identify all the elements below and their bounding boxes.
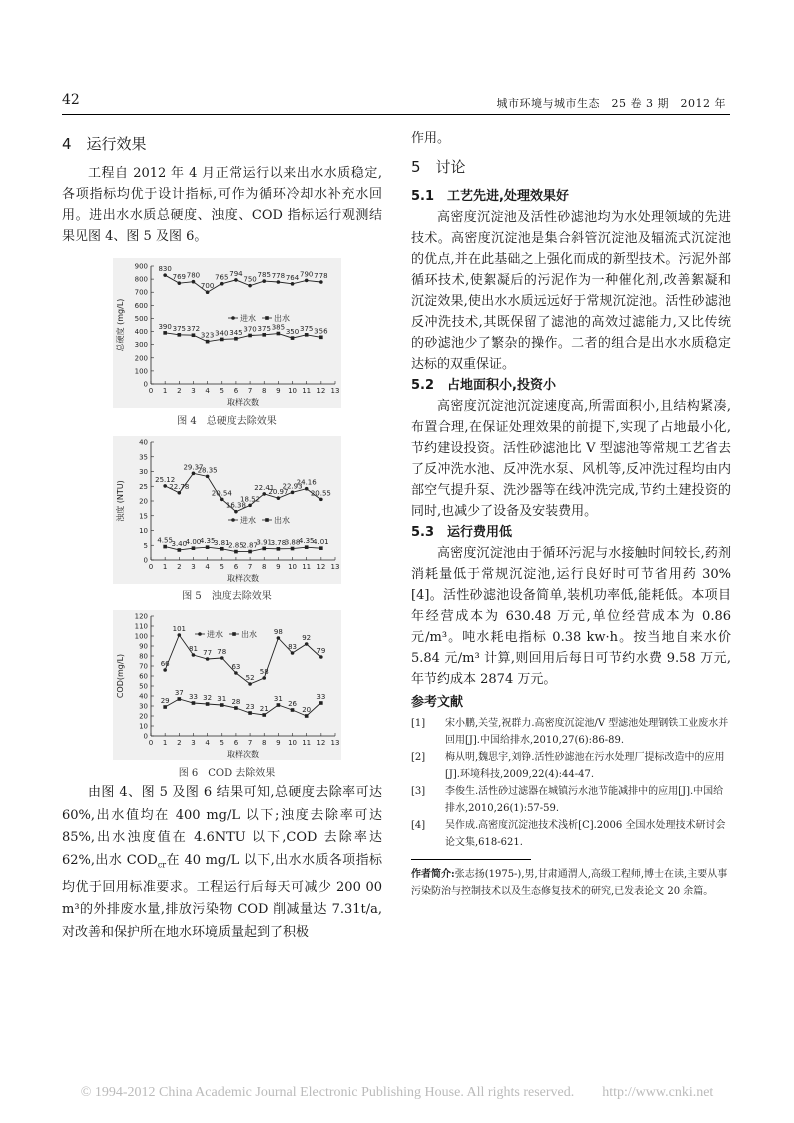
data-point — [305, 279, 309, 283]
section-5-2-title: 5.2 占地面积小,投资小 — [411, 378, 556, 393]
x-tick-label: 8 — [261, 739, 267, 747]
x-tick-label: 13 — [330, 387, 340, 395]
data-label: 4.01 — [313, 538, 329, 547]
header-rule — [62, 114, 730, 115]
data-point — [319, 655, 323, 659]
data-point — [220, 498, 224, 502]
x-tick-label: 4 — [205, 563, 210, 571]
y-tick-label: 20 — [139, 712, 148, 721]
legend-marker — [231, 316, 235, 320]
data-label: 58 — [259, 668, 269, 676]
data-point — [192, 653, 196, 657]
data-label: 3.78 — [270, 538, 287, 547]
data-label: 79 — [316, 647, 326, 655]
section-5-3-text: 高密度沉淀池由于循环污泥与水接触时间较长,药剂消耗量低于常规沉淀池,运行良好时可节省用药 30%[4]。活性砂滤池设备简单,装机功率低,能耗低。本项目年经营成本为 630.48 万元,单位经营成本为 0.86 元/m³。吨水耗电指标 0.38 kw·h。按当地自来水价 5.84 元/m³ 计算,则回用后每日可节约水费 9.58 万元,年节约成本 2874 万元。 — [411, 546, 731, 687]
data-label: 700 — [200, 282, 215, 291]
y-tick-label: 200 — [134, 354, 148, 363]
y-tick-label: 0 — [143, 732, 148, 741]
data-point — [262, 676, 266, 680]
data-point — [291, 491, 295, 495]
data-point — [234, 510, 238, 514]
data-label: 78 — [217, 648, 227, 656]
data-label: 750 — [243, 275, 257, 284]
x-tick-label: 5 — [219, 739, 225, 747]
data-point — [262, 713, 266, 717]
x-tick-label: 5 — [219, 563, 225, 571]
figure-5 — [113, 436, 341, 584]
legend-label: 出水 — [274, 516, 290, 525]
legend-marker — [198, 632, 202, 636]
y-tick-label: 60 — [139, 672, 148, 681]
data-label: 375 — [172, 324, 186, 333]
data-label: 385 — [271, 323, 286, 332]
data-label: 345 — [229, 328, 243, 337]
data-label: 20.97 — [268, 488, 289, 497]
legend-marker — [231, 518, 235, 522]
data-label: 4.55 — [157, 536, 173, 545]
continued-text: 作用。 — [411, 131, 451, 146]
data-point — [163, 484, 167, 488]
y-tick-label: 30 — [139, 468, 148, 476]
data-point — [178, 548, 182, 552]
data-label: 370 — [243, 325, 257, 334]
y-tick-label: 25 — [139, 482, 148, 491]
data-label: 778 — [271, 271, 286, 280]
journal-header: 城市环境与城市生态 25 卷 3 期 2012 年 — [496, 97, 726, 110]
data-label: 356 — [314, 327, 328, 336]
cod-subscript: cr — [157, 860, 167, 870]
cod-chart — [113, 610, 341, 760]
data-label: 4.35 — [298, 537, 315, 546]
y-tick-label: 800 — [134, 275, 148, 284]
data-label: 794 — [229, 269, 243, 278]
right-column — [411, 128, 731, 900]
data-label: 3.91 — [256, 538, 273, 547]
section-5-2-text: 高密度沉淀池沉淀速度高,所需面积小,且结构紧凑,布置合理,在保证处理效果的前提下,实现了占地最小化,节约建设投资。活性砂滤池比 V 型滤池等常规工艺省去了反冲洗水池、反冲洗水泵、风机等,反冲洗过程均由内部空气提升泵、洗沙器等在线冲洗完成,节约土建投资的同时,也减少了设备及安装费用。 — [411, 399, 731, 519]
data-point — [305, 642, 309, 646]
x-tick-label: 10 — [288, 387, 297, 395]
x-tick-label: 4 — [205, 739, 210, 747]
data-point — [262, 547, 266, 551]
data-label: 769 — [172, 273, 186, 282]
figure-6 — [113, 610, 341, 760]
section-4-title: 4 运行效果 — [62, 135, 147, 153]
x-tick-label: 9 — [276, 563, 281, 571]
figure-4 — [113, 258, 341, 408]
data-point — [220, 703, 224, 707]
data-point — [277, 332, 281, 336]
section-5-title: 5 讨论 — [411, 158, 466, 176]
x-tick-label: 11 — [302, 739, 312, 747]
y-axis-label: 浊度 (NTU) — [116, 480, 125, 522]
x-tick-label: 10 — [288, 563, 297, 571]
data-point — [163, 705, 167, 709]
data-label: 24.16 — [296, 478, 317, 487]
data-point — [248, 682, 252, 686]
y-tick-label: 10 — [139, 527, 148, 535]
legend-label: 出水 — [241, 630, 257, 639]
data-point — [248, 334, 252, 338]
data-label: 22.93 — [282, 482, 303, 491]
y-tick-label: 40 — [139, 692, 148, 701]
data-label: 3.81 — [213, 538, 230, 547]
data-point — [178, 633, 182, 637]
data-point — [262, 492, 266, 496]
section-5-3-title: 5.3 运行费用低 — [411, 525, 513, 540]
x-tick-label: 9 — [276, 739, 281, 747]
data-label: 790 — [300, 270, 314, 279]
y-axis-label: COD(mg/L) — [116, 653, 125, 699]
data-label: 785 — [257, 271, 271, 280]
bio-label: 作者简介: — [411, 869, 455, 880]
x-tick-label: 12 — [316, 563, 326, 571]
section-4-paragraph: 工程自 2012 年 4 月正常运行以来出水水质稳定,各项指标均优于设计指标,可作为循环冷却水补充水回用。进出水水质总硬度、浊度、COD 指标运行观测结果见图 4、图 5 及图 6。 — [62, 166, 382, 244]
data-point — [319, 498, 323, 502]
x-tick-label: 13 — [330, 563, 340, 571]
data-point — [192, 701, 196, 705]
x-tick-label: 1 — [162, 563, 168, 571]
x-axis-label: 取样次数 — [227, 398, 259, 407]
x-tick-label: 2 — [177, 563, 182, 571]
data-label: 780 — [186, 271, 201, 280]
y-tick-label: 110 — [134, 622, 148, 631]
x-tick-label: 5 — [219, 387, 225, 395]
data-label: 63 — [231, 663, 241, 671]
y-tick-label: 0 — [143, 556, 148, 565]
data-point — [262, 279, 266, 283]
data-label: 350 — [285, 328, 300, 337]
turbidity-chart — [113, 436, 341, 584]
data-label: 2.87 — [242, 541, 258, 550]
data-label: 3.40 — [171, 539, 188, 548]
x-tick-label: 6 — [233, 739, 239, 747]
data-point — [305, 545, 309, 549]
y-axis-label: 总硬度 (mg/L) — [116, 298, 125, 352]
data-point — [319, 546, 323, 550]
data-point — [291, 547, 295, 551]
x-tick-label: 12 — [316, 387, 326, 395]
y-tick-label: 500 — [134, 314, 148, 323]
data-label: 32 — [203, 694, 213, 702]
data-point — [192, 546, 196, 550]
x-tick-label: 12 — [316, 739, 326, 747]
data-label: 83 — [288, 643, 297, 651]
reference-text: 梅从明,魏思宇,刘铮.活性砂滤池在污水处理厂提标改造中的应用[J].环境科技,2009,22(4):44-47. — [445, 752, 725, 780]
legend-marker — [265, 518, 269, 522]
data-point — [163, 273, 167, 277]
x-tick-label: 1 — [162, 387, 168, 395]
data-point — [248, 284, 252, 288]
reference-item — [411, 715, 731, 749]
y-tick-label: 600 — [134, 301, 148, 310]
figure-6-caption: 图 6 COD 去除效果 — [178, 768, 276, 779]
data-point — [206, 340, 210, 344]
data-label: 2.85 — [228, 541, 244, 550]
y-tick-label: 5 — [143, 541, 148, 550]
data-point — [192, 280, 196, 284]
y-tick-label: 100 — [134, 367, 148, 376]
data-label: 33 — [316, 693, 326, 701]
reference-number: [1] — [411, 718, 426, 729]
x-tick-label: 7 — [247, 563, 253, 571]
data-label: 28.35 — [197, 466, 218, 475]
data-point — [178, 491, 182, 495]
y-tick-label: 300 — [134, 341, 148, 350]
data-point — [291, 651, 295, 655]
x-tick-label: 10 — [288, 739, 297, 747]
y-tick-label: 70 — [139, 662, 148, 671]
data-point — [291, 336, 295, 340]
data-point — [163, 668, 167, 672]
y-tick-label: 120 — [134, 612, 148, 621]
data-point — [192, 333, 196, 337]
copyright-footer: © 1994-2012 China Academic Journal Electronic Publishing House. All rights reserved. http://www.cnki.net — [80, 1085, 714, 1100]
x-tick-label: 9 — [276, 387, 281, 395]
y-tick-label: 700 — [134, 288, 148, 297]
data-point — [220, 282, 224, 286]
y-tick-label: 15 — [139, 512, 148, 521]
y-tick-label: 90 — [139, 642, 148, 651]
reference-number: [2] — [411, 752, 426, 763]
data-point — [305, 714, 309, 718]
data-label: 20 — [302, 706, 312, 714]
reference-text: 吴作成.高密度沉淀池技术浅析[C].2006 全国水处理技术研讨会论文集,618-621. — [445, 820, 726, 848]
data-point — [319, 701, 323, 705]
data-label: 98 — [273, 628, 283, 636]
legend-label: 进水 — [207, 630, 223, 639]
data-point — [291, 282, 295, 286]
data-point — [319, 280, 323, 284]
data-point — [277, 547, 281, 551]
results-text-a: 由图 4、图 5 及图 6 结果可知,总硬度去除率可达 60%,出水值均在 400 mg/L 以下;浊度去除率可达 85%,出水浊度值在 4.6NTU 以下,COD 去除率达 62%,出水 COD — [62, 785, 382, 868]
data-label: 375 — [257, 324, 271, 333]
data-point — [178, 333, 182, 337]
data-point — [277, 703, 281, 707]
data-point — [234, 706, 238, 710]
data-point — [163, 545, 167, 549]
data-point — [305, 487, 309, 491]
left-column-bottom — [62, 782, 382, 944]
data-label: 22.78 — [169, 482, 190, 491]
data-label: 31 — [217, 695, 227, 703]
bio-text: 张志扬(1975-),男,甘肃通渭人,高级工程师,博士在读,主要从事污染防治与控制技术以及生态修复技术的研究,已发表论文 20 余篇。 — [411, 869, 728, 897]
data-point — [234, 337, 238, 341]
data-label: 20.54 — [211, 489, 232, 498]
reference-item — [411, 817, 731, 851]
legend-marker — [265, 316, 269, 320]
data-point — [206, 702, 210, 706]
data-label: 29.37 — [183, 463, 204, 472]
data-point — [234, 671, 238, 675]
x-tick-label: 8 — [261, 563, 267, 571]
x-tick-label: 0 — [148, 387, 154, 395]
data-label: 372 — [186, 325, 201, 334]
author-bio — [411, 866, 731, 900]
data-label: 31 — [273, 695, 283, 703]
x-tick-label: 13 — [330, 739, 340, 747]
x-tick-label: 3 — [191, 387, 196, 395]
data-point — [248, 711, 252, 715]
x-axis-label: 取样次数 — [227, 750, 259, 759]
data-point — [248, 504, 252, 508]
data-point — [277, 636, 281, 640]
data-label: 25.12 — [155, 475, 176, 484]
reference-item — [411, 749, 731, 783]
data-point — [178, 697, 182, 701]
x-tick-label: 3 — [191, 563, 196, 571]
y-tick-label: 50 — [139, 682, 148, 691]
x-tick-label: 4 — [205, 387, 210, 395]
data-label: 66 — [160, 660, 170, 668]
figure-4-caption: 图 4 总硬度去除效果 — [177, 416, 277, 427]
data-label: 778 — [314, 271, 328, 280]
data-point — [192, 472, 196, 476]
data-point — [277, 280, 281, 284]
data-label: 830 — [158, 265, 172, 274]
data-label: 92 — [302, 634, 312, 642]
data-label: 22.41 — [254, 483, 275, 492]
y-tick-label: 20 — [139, 497, 148, 506]
data-point — [262, 333, 266, 337]
hardness-chart — [113, 258, 341, 408]
x-axis-label: 取样次数 — [227, 574, 259, 583]
results-text-b: 在 40 mg/L 以下,出水水质各项指标均优于回用标准要求。工程运行后每天可减少 200 00 m³的外排废水量,排放污染物 COD 削减量达 7.31t/a,对改善和保护所在地水环境质量起到了积极 — [62, 852, 383, 940]
data-label: 26 — [288, 700, 297, 708]
data-point — [319, 336, 323, 340]
y-tick-label: 100 — [134, 632, 148, 641]
x-tick-label: 1 — [162, 739, 168, 747]
data-point — [220, 656, 224, 660]
data-label: 28 — [231, 698, 241, 706]
y-tick-label: 0 — [143, 380, 148, 389]
page-number: 42 — [62, 92, 80, 108]
y-tick-label: 40 — [139, 438, 148, 447]
data-label: 323 — [200, 331, 215, 340]
data-label: 16.38 — [225, 501, 246, 510]
data-label: 20.55 — [310, 489, 331, 498]
data-point — [206, 545, 210, 549]
data-label: 18.52 — [240, 495, 261, 504]
data-label: 4.35 — [199, 537, 216, 546]
reference-item — [411, 783, 731, 817]
y-tick-label: 35 — [139, 453, 148, 462]
legend-marker — [232, 632, 236, 636]
data-point — [248, 550, 252, 554]
x-tick-label: 7 — [247, 387, 253, 395]
section-5-1-title: 5.1 工艺先进,处理效果好 — [411, 189, 569, 204]
y-tick-label: 80 — [139, 652, 148, 661]
data-label: 375 — [300, 324, 314, 333]
legend-label: 出水 — [274, 314, 290, 323]
data-point — [206, 657, 210, 661]
x-tick-label: 7 — [247, 739, 253, 747]
data-label: 764 — [285, 273, 300, 282]
reference-text: 宋小鹏,关莹,祝群力.高密度沉淀池/V 型滤池处理钢铁工业废水并回用[J].中国给排水,2010,27(6):86-89. — [445, 718, 729, 746]
data-point — [291, 708, 295, 712]
data-label: 23 — [245, 703, 255, 711]
bio-rule — [411, 859, 531, 860]
data-point — [305, 333, 309, 337]
data-point — [234, 278, 238, 282]
data-point — [234, 550, 238, 554]
data-label: 33 — [189, 693, 198, 701]
data-point — [220, 547, 224, 551]
x-tick-label: 2 — [177, 739, 182, 747]
reference-text: 李俊生.活性砂过滤器在城镇污水池节能减排中的应用[J].中国给排水,2010,26(1):57-59. — [445, 786, 724, 814]
x-tick-label: 11 — [302, 387, 312, 395]
reference-number: [3] — [411, 786, 426, 797]
legend-label: 进水 — [240, 314, 256, 323]
left-column-top — [62, 134, 382, 247]
data-label: 4.00 — [185, 538, 202, 547]
x-tick-label: 3 — [191, 739, 196, 747]
data-point — [178, 281, 182, 285]
data-point — [206, 290, 210, 294]
data-point — [163, 331, 167, 335]
series-line-outflow — [165, 699, 321, 716]
y-tick-label: 30 — [139, 702, 148, 711]
data-point — [277, 496, 281, 500]
x-tick-label: 0 — [148, 739, 154, 747]
data-label: 52 — [245, 674, 255, 682]
section-5-1-text: 高密度沉淀池及活性砂滤池均为水处理领域的先进技术。高密度沉淀池是集合斜管沉淀池及辐流式沉淀池的优点,并在此基础之上强化而成的新型技术。污泥外部循环技术,使絮凝后的污泥作为一种催化剂,改善絮凝和沉淀效果,使出水水质远远好于常规沉淀池。活性砂滤池反冲洗技术,其既保留了滤池的高效过滤能力,又比传统的砂滤池少了繁杂的操作。二者的组合是出水水质稳定达标的双重保证。 — [411, 210, 731, 372]
data-label: 77 — [203, 649, 213, 657]
data-label: 29 — [160, 697, 170, 705]
series-line-inflow — [165, 635, 321, 684]
figure-5-caption: 图 5 浊度去除效果 — [182, 591, 272, 602]
x-tick-label: 11 — [302, 563, 312, 571]
y-tick-label: 900 — [134, 262, 148, 271]
data-label: 21 — [259, 705, 269, 713]
data-point — [206, 475, 210, 479]
data-label: 765 — [215, 273, 229, 282]
data-label: 340 — [215, 329, 229, 338]
data-label: 390 — [158, 322, 172, 331]
y-tick-label: 400 — [134, 328, 148, 337]
references-title: 参考文献 — [411, 695, 464, 710]
data-label: 3.88 — [284, 538, 301, 547]
references-list — [411, 715, 731, 851]
data-label: 37 — [174, 689, 184, 697]
x-tick-label: 0 — [148, 563, 154, 571]
x-tick-label: 6 — [233, 563, 239, 571]
data-label: 101 — [172, 625, 186, 633]
x-tick-label: 2 — [177, 387, 182, 395]
data-point — [220, 338, 224, 342]
x-tick-label: 8 — [261, 387, 267, 395]
data-label: 81 — [189, 645, 198, 653]
results-paragraph — [62, 782, 382, 944]
x-tick-label: 6 — [233, 387, 239, 395]
reference-number: [4] — [411, 820, 426, 831]
legend-label: 进水 — [240, 516, 256, 525]
y-tick-label: 10 — [139, 722, 148, 731]
